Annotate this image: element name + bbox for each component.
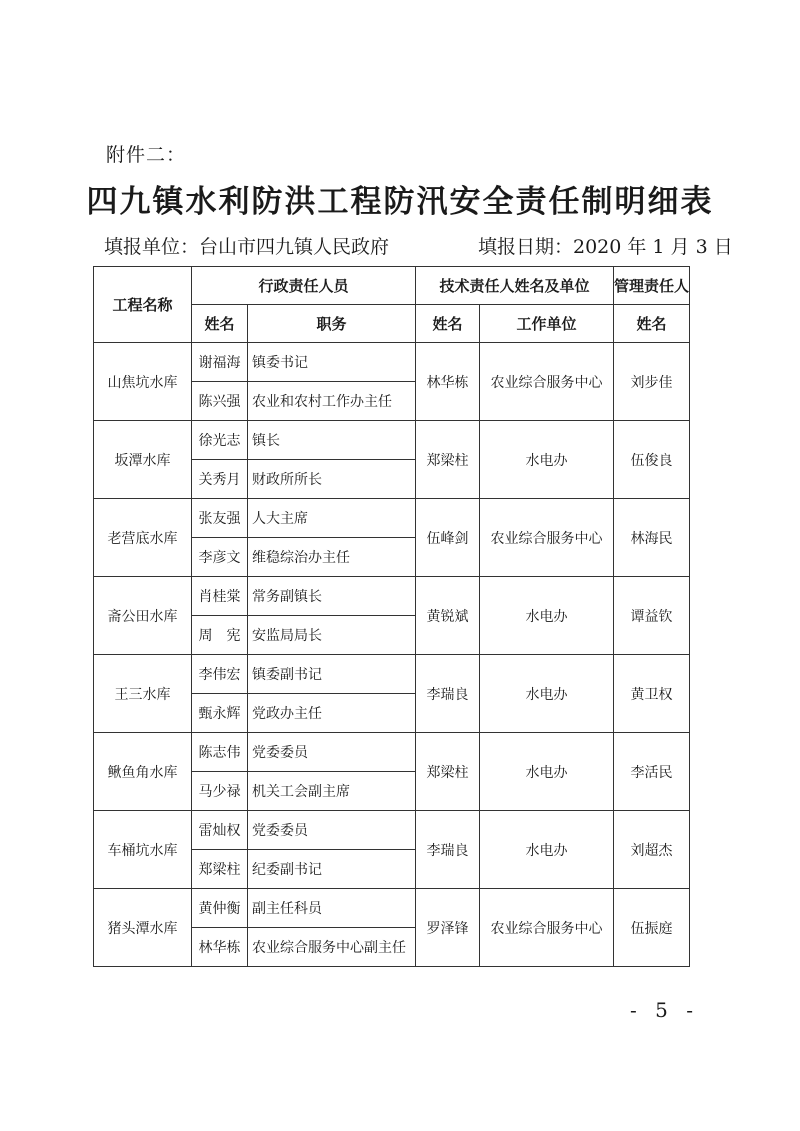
- header-mgmt-group: 管理责任人: [614, 267, 690, 305]
- admin-duty-cell: 农业和农村工作办主任: [248, 382, 416, 421]
- reporting-unit: 填报单位：台山市四九镇人民政府: [104, 236, 390, 258]
- page-number: - 5 -: [630, 998, 699, 1022]
- header-admin-group: 行政责任人员: [192, 267, 416, 305]
- project-name-cell: 鳅鱼角水库: [94, 733, 192, 811]
- tech-name-cell: 林华栋: [416, 343, 480, 421]
- tech-unit-cell: 水电办: [480, 655, 614, 733]
- admin-name-cell: 关秀月: [192, 460, 248, 499]
- admin-name-cell: 李彦文: [192, 538, 248, 577]
- admin-duty-cell: 镇委书记: [248, 343, 416, 382]
- admin-name-cell: 周 宪: [192, 616, 248, 655]
- manager-name-cell: 李活民: [614, 733, 690, 811]
- admin-duty-cell: 党政办主任: [248, 694, 416, 733]
- tech-unit-cell: 水电办: [480, 811, 614, 889]
- admin-duty-cell: 党委委员: [248, 811, 416, 850]
- admin-duty-cell: 人大主席: [248, 499, 416, 538]
- manager-name-cell: 黄卫权: [614, 655, 690, 733]
- project-name-cell: 车桶坑水库: [94, 811, 192, 889]
- table-row: [94, 811, 690, 850]
- header-tech-unit: 工作单位: [480, 305, 614, 343]
- tech-name-cell: 伍峰剑: [416, 499, 480, 577]
- manager-name-cell: 伍振庭: [614, 889, 690, 967]
- admin-name-cell: 陈志伟: [192, 733, 248, 772]
- project-name-cell: 山焦坑水库: [94, 343, 192, 421]
- tech-unit-cell: 水电办: [480, 733, 614, 811]
- table-row: [94, 655, 690, 694]
- admin-duty-cell: 镇委副书记: [248, 655, 416, 694]
- header-admin-name: 姓名: [192, 305, 248, 343]
- table-row: [94, 889, 690, 928]
- manager-name-cell: 林海民: [614, 499, 690, 577]
- project-name-cell: 王三水库: [94, 655, 192, 733]
- admin-duty-cell: 副主任科员: [248, 889, 416, 928]
- project-name-cell: 猪头潭水库: [94, 889, 192, 967]
- admin-name-cell: 甄永辉: [192, 694, 248, 733]
- admin-duty-cell: 安监局局长: [248, 616, 416, 655]
- attachment-label: 附件二：: [106, 144, 187, 166]
- admin-duty-cell: 镇长: [248, 421, 416, 460]
- header-admin-duty: 职务: [248, 305, 416, 343]
- tech-name-cell: 李瑞良: [416, 655, 480, 733]
- manager-name-cell: 伍俊良: [614, 421, 690, 499]
- responsibility-table: [93, 266, 690, 967]
- admin-name-cell: 张友强: [192, 499, 248, 538]
- tech-unit-cell: 水电办: [480, 421, 614, 499]
- document-title: 四九镇水利防洪工程防汛安全责任制明细表: [86, 184, 714, 220]
- table-row: [94, 343, 690, 382]
- admin-name-cell: 林华栋: [192, 928, 248, 967]
- admin-duty-cell: 财政所所长: [248, 460, 416, 499]
- admin-name-cell: 黄仲衡: [192, 889, 248, 928]
- table-row: [94, 421, 690, 460]
- tech-unit-cell: 水电办: [480, 577, 614, 655]
- header-project-name: 工程名称: [94, 267, 192, 343]
- tech-name-cell: 罗泽锋: [416, 889, 480, 967]
- manager-name-cell: 谭益钦: [614, 577, 690, 655]
- tech-unit-cell: 农业综合服务中心: [480, 889, 614, 967]
- project-name-cell: 坂潭水库: [94, 421, 192, 499]
- header-tech-name: 姓名: [416, 305, 480, 343]
- reporting-date: 填报日期：2020 年 1 月 3 日: [478, 236, 733, 258]
- header-mgmt-name: 姓名: [614, 305, 690, 343]
- table-body: [94, 343, 690, 967]
- tech-name-cell: 郑梁柱: [416, 733, 480, 811]
- admin-duty-cell: 党委委员: [248, 733, 416, 772]
- admin-name-cell: 肖桂棠: [192, 577, 248, 616]
- tech-name-cell: 郑梁柱: [416, 421, 480, 499]
- admin-duty-cell: 纪委副书记: [248, 850, 416, 889]
- manager-name-cell: 刘步佳: [614, 343, 690, 421]
- admin-duty-cell: 常务副镇长: [248, 577, 416, 616]
- tech-unit-cell: 农业综合服务中心: [480, 499, 614, 577]
- project-name-cell: 老营底水库: [94, 499, 192, 577]
- manager-name-cell: 刘超杰: [614, 811, 690, 889]
- project-name-cell: 斋公田水库: [94, 577, 192, 655]
- admin-name-cell: 李伟宏: [192, 655, 248, 694]
- table-row: [94, 733, 690, 772]
- header-tech-group: 技术责任人姓名及单位: [416, 267, 614, 305]
- admin-name-cell: 雷灿权: [192, 811, 248, 850]
- tech-name-cell: 李瑞良: [416, 811, 480, 889]
- admin-name-cell: 徐光志: [192, 421, 248, 460]
- admin-name-cell: 谢福海: [192, 343, 248, 382]
- tech-name-cell: 黄锐斌: [416, 577, 480, 655]
- admin-duty-cell: 维稳综治办主任: [248, 538, 416, 577]
- tech-unit-cell: 农业综合服务中心: [480, 343, 614, 421]
- table-row: [94, 577, 690, 616]
- admin-name-cell: 马少禄: [192, 772, 248, 811]
- admin-duty-cell: 机关工会副主席: [248, 772, 416, 811]
- table-row: [94, 499, 690, 538]
- admin-name-cell: 陈兴强: [192, 382, 248, 421]
- admin-duty-cell: 农业综合服务中心副主任: [248, 928, 416, 967]
- admin-name-cell: 郑梁柱: [192, 850, 248, 889]
